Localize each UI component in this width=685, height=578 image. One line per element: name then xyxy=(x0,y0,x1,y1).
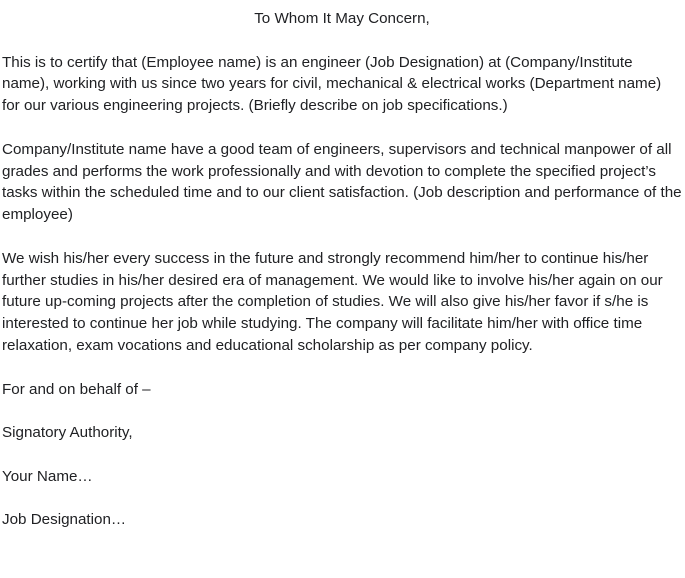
salutation: To Whom It May Concern, xyxy=(254,10,430,27)
spacer xyxy=(2,488,682,510)
paragraph-certification: This is to certify that (Employee name) is an engineer (Job Designation) at (Company/Institute name), working with us since two years for civil, mechanical & electrical works (Department name) for our various engineering projects. (Briefly describe on job specifications.) xyxy=(2,53,662,115)
your-name-line: Your Name… xyxy=(2,467,93,485)
paragraph-company-description: Company/Institute name have a good team of engineers, supervisors and technical manpower of all grades and performs the work professionally and with devotion to complete the specified project’s tasks within the scheduled time and to our client satisfaction. (Job description and performance of the employee) xyxy=(2,140,682,224)
spacer xyxy=(2,117,682,139)
behalf-line: For and on behalf of – xyxy=(2,380,151,398)
spacer xyxy=(2,30,682,52)
spacer xyxy=(2,444,682,466)
spacer xyxy=(2,357,682,379)
spacer xyxy=(2,400,682,422)
job-designation-line: Job Designation… xyxy=(2,511,127,529)
spacer xyxy=(2,226,682,248)
signatory-line: Signatory Authority, xyxy=(2,424,133,442)
paragraph-recommendation: We wish his/her every success in the future and strongly recommend him/her to continue his/her further studies in his/her desired era of management. We would like to involve his/her again on our future up-coming projects after the completion of studies. We will also give his/her favor if s/he is interested to continue her job while studying. The company will facilitate him/her with office time relaxation, exam vocations and educational scholarship as per company policy. xyxy=(2,249,663,354)
letter-document xyxy=(2,8,682,531)
